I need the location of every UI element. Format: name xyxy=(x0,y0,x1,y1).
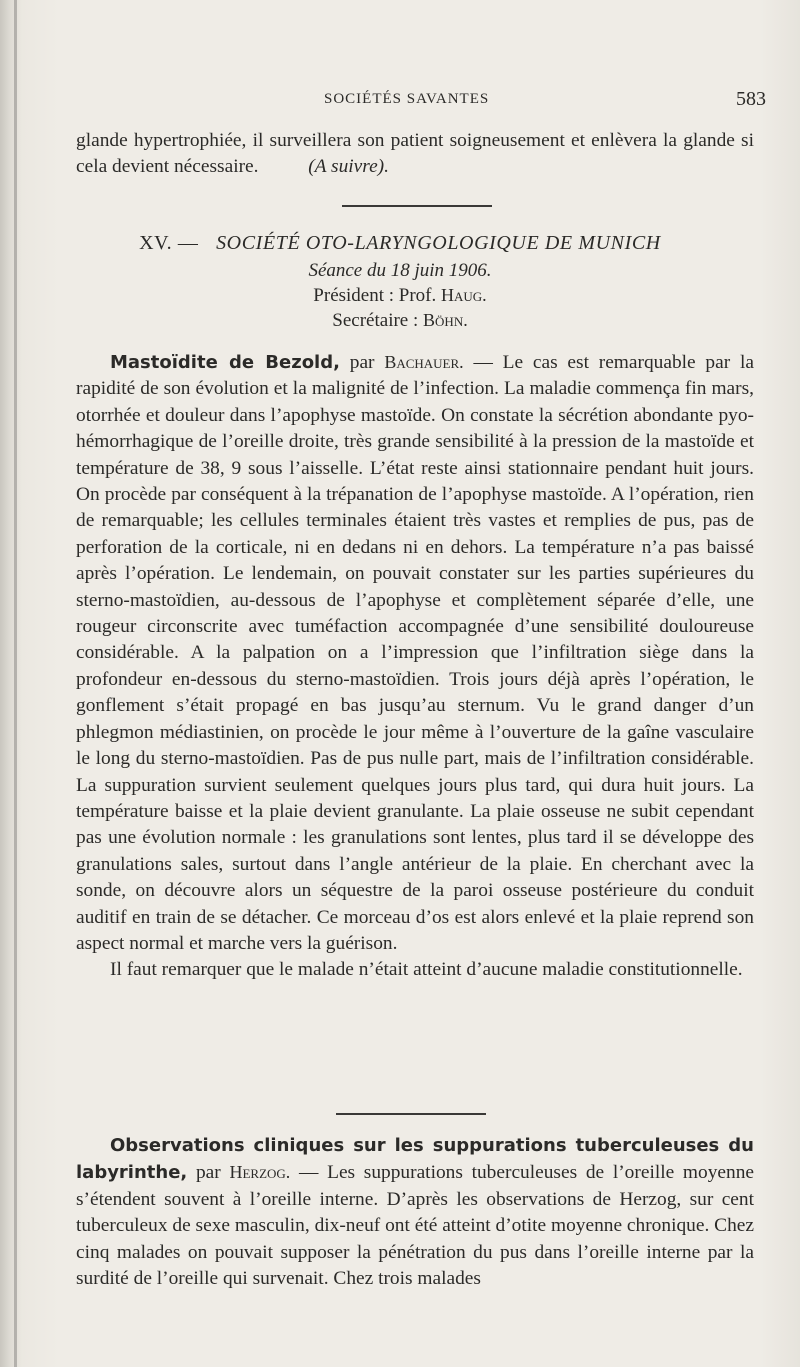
page-number: 583 xyxy=(736,88,766,110)
secretary-name: Böhn. xyxy=(423,310,468,330)
secretary-line xyxy=(0,308,800,333)
article-paragraph: — Le cas est remarquable par la rapidité de son évolution et la malignité de l’infection. La maladie commença fin mars, otorrhée et douleur dans l’apophyse mastoïde. On constate la sécrétion abondante pyo-hémorrhagique de l’oreille droite, très grande sensibilité à la pression de la mastoïde et température de 38, 9 sous l’aisselle. L’état reste ainsi stationnaire pendant huit jours. On procède par conséquent à la trépanation de l’apophyse mastoïde. A l’opération, rien de remarquable; les cellules terminales étaient très vastes et remplies de pus, pas de perforation de la corticale, ni en dedans ni en dehors. La température n’a pas baissé après l’opération. Le lendemain, on pouvait constater sur les parties supérieures du sterno-mastoïdien, au-dessous de l’apophyse et complètement séparée d’elle, une rougeur circonscrite avec tuméfaction accompagnée d’une sensibilité douloureuse considérable. A la palpation on a l’impression que l’infiltration siège dans la profondeur en-dessous du sterno-mastoïdien. Trois jours déjà après l’opération, le gonflement s’était propagé en bas jusqu’au sternum. Vu le grand danger d’un phlegmon médiastinien, on procède le jour même à l’ouverture de la gaîne vasculaire le long du sterno-mastoïdien. Pas de pus nulle part, mais de l’infiltration considérable. La suppuration survient seulement quelques jours plus tard, qui dura huit jours. La température baisse et la plaie devient granulante. La plaie osseuse ne subit cependant pas une évolution normale : les granulations sont lentes, plus tard il se développe des granulations sales, surtout dans l’angle antérieur de la plaie. En cherchant avec la sonde, on découvre alors un séquestre de la paroi osseuse postérieure du conduit auditif en train de se détacher. Ce morceau d’os est alors enlevé et la plaie reprend son aspect normal et marche vers la guérison. xyxy=(76,352,754,954)
article-divider xyxy=(336,1113,486,1115)
article-paragraph: Il faut remarquer que le malade n’était atteint d’aucune maladie constitutionnelle. xyxy=(110,959,743,981)
president-line xyxy=(0,283,800,308)
article-by: par xyxy=(349,352,375,373)
binding-edge xyxy=(14,0,17,1367)
running-head xyxy=(0,88,800,112)
article-heading: Observations cliniques sur les suppurations tuberculeuses du labyrinthe, xyxy=(76,1135,754,1184)
section-divider xyxy=(342,205,492,207)
article-bezold xyxy=(76,349,754,984)
session-date: Séance du 18 juin 1906. xyxy=(308,260,492,281)
president-label: Président : Prof. xyxy=(313,285,437,306)
intro-paragraph: glande hypertrophiée, il surveillera son patient soigneusement et enlèvera la glande si cela devient nécessaire. xyxy=(76,130,754,178)
section-number: XV. — xyxy=(139,232,199,254)
article-herzog xyxy=(76,1133,754,1292)
intro-text xyxy=(76,128,754,181)
article-author: Bachauer. xyxy=(384,352,464,372)
section-title: SOCIÉTÉ OTO-LARYNGOLOGIQUE DE MUNICH xyxy=(216,232,661,254)
secretary-label: Secrétaire : xyxy=(332,310,419,331)
article-heading: Mastoïdite de Bezold, xyxy=(110,352,340,373)
article-author: Herzog. xyxy=(229,1162,291,1183)
running-title: SOCIÉTÉS SAVANTES xyxy=(324,91,490,107)
article-by: par xyxy=(195,1162,221,1184)
continued-note: (A suivre). xyxy=(308,156,389,178)
president-name: Haug. xyxy=(441,285,487,305)
section-header xyxy=(0,232,800,333)
article-paragraph: — Les suppurations tuberculeuses de l’oreille moyenne s’étendent souvent à l’oreille interne. D’après les observations de Herzog, sur cent tuberculeux de sexe masculin, dix-neuf ont été atteint d’otite moyenne chronique. Chez cinq malades on pouvait supposer la pénétration du pus dans l’oreille interne par la surdité de l’oreille qui survenait. Chez trois malades xyxy=(76,1162,754,1290)
